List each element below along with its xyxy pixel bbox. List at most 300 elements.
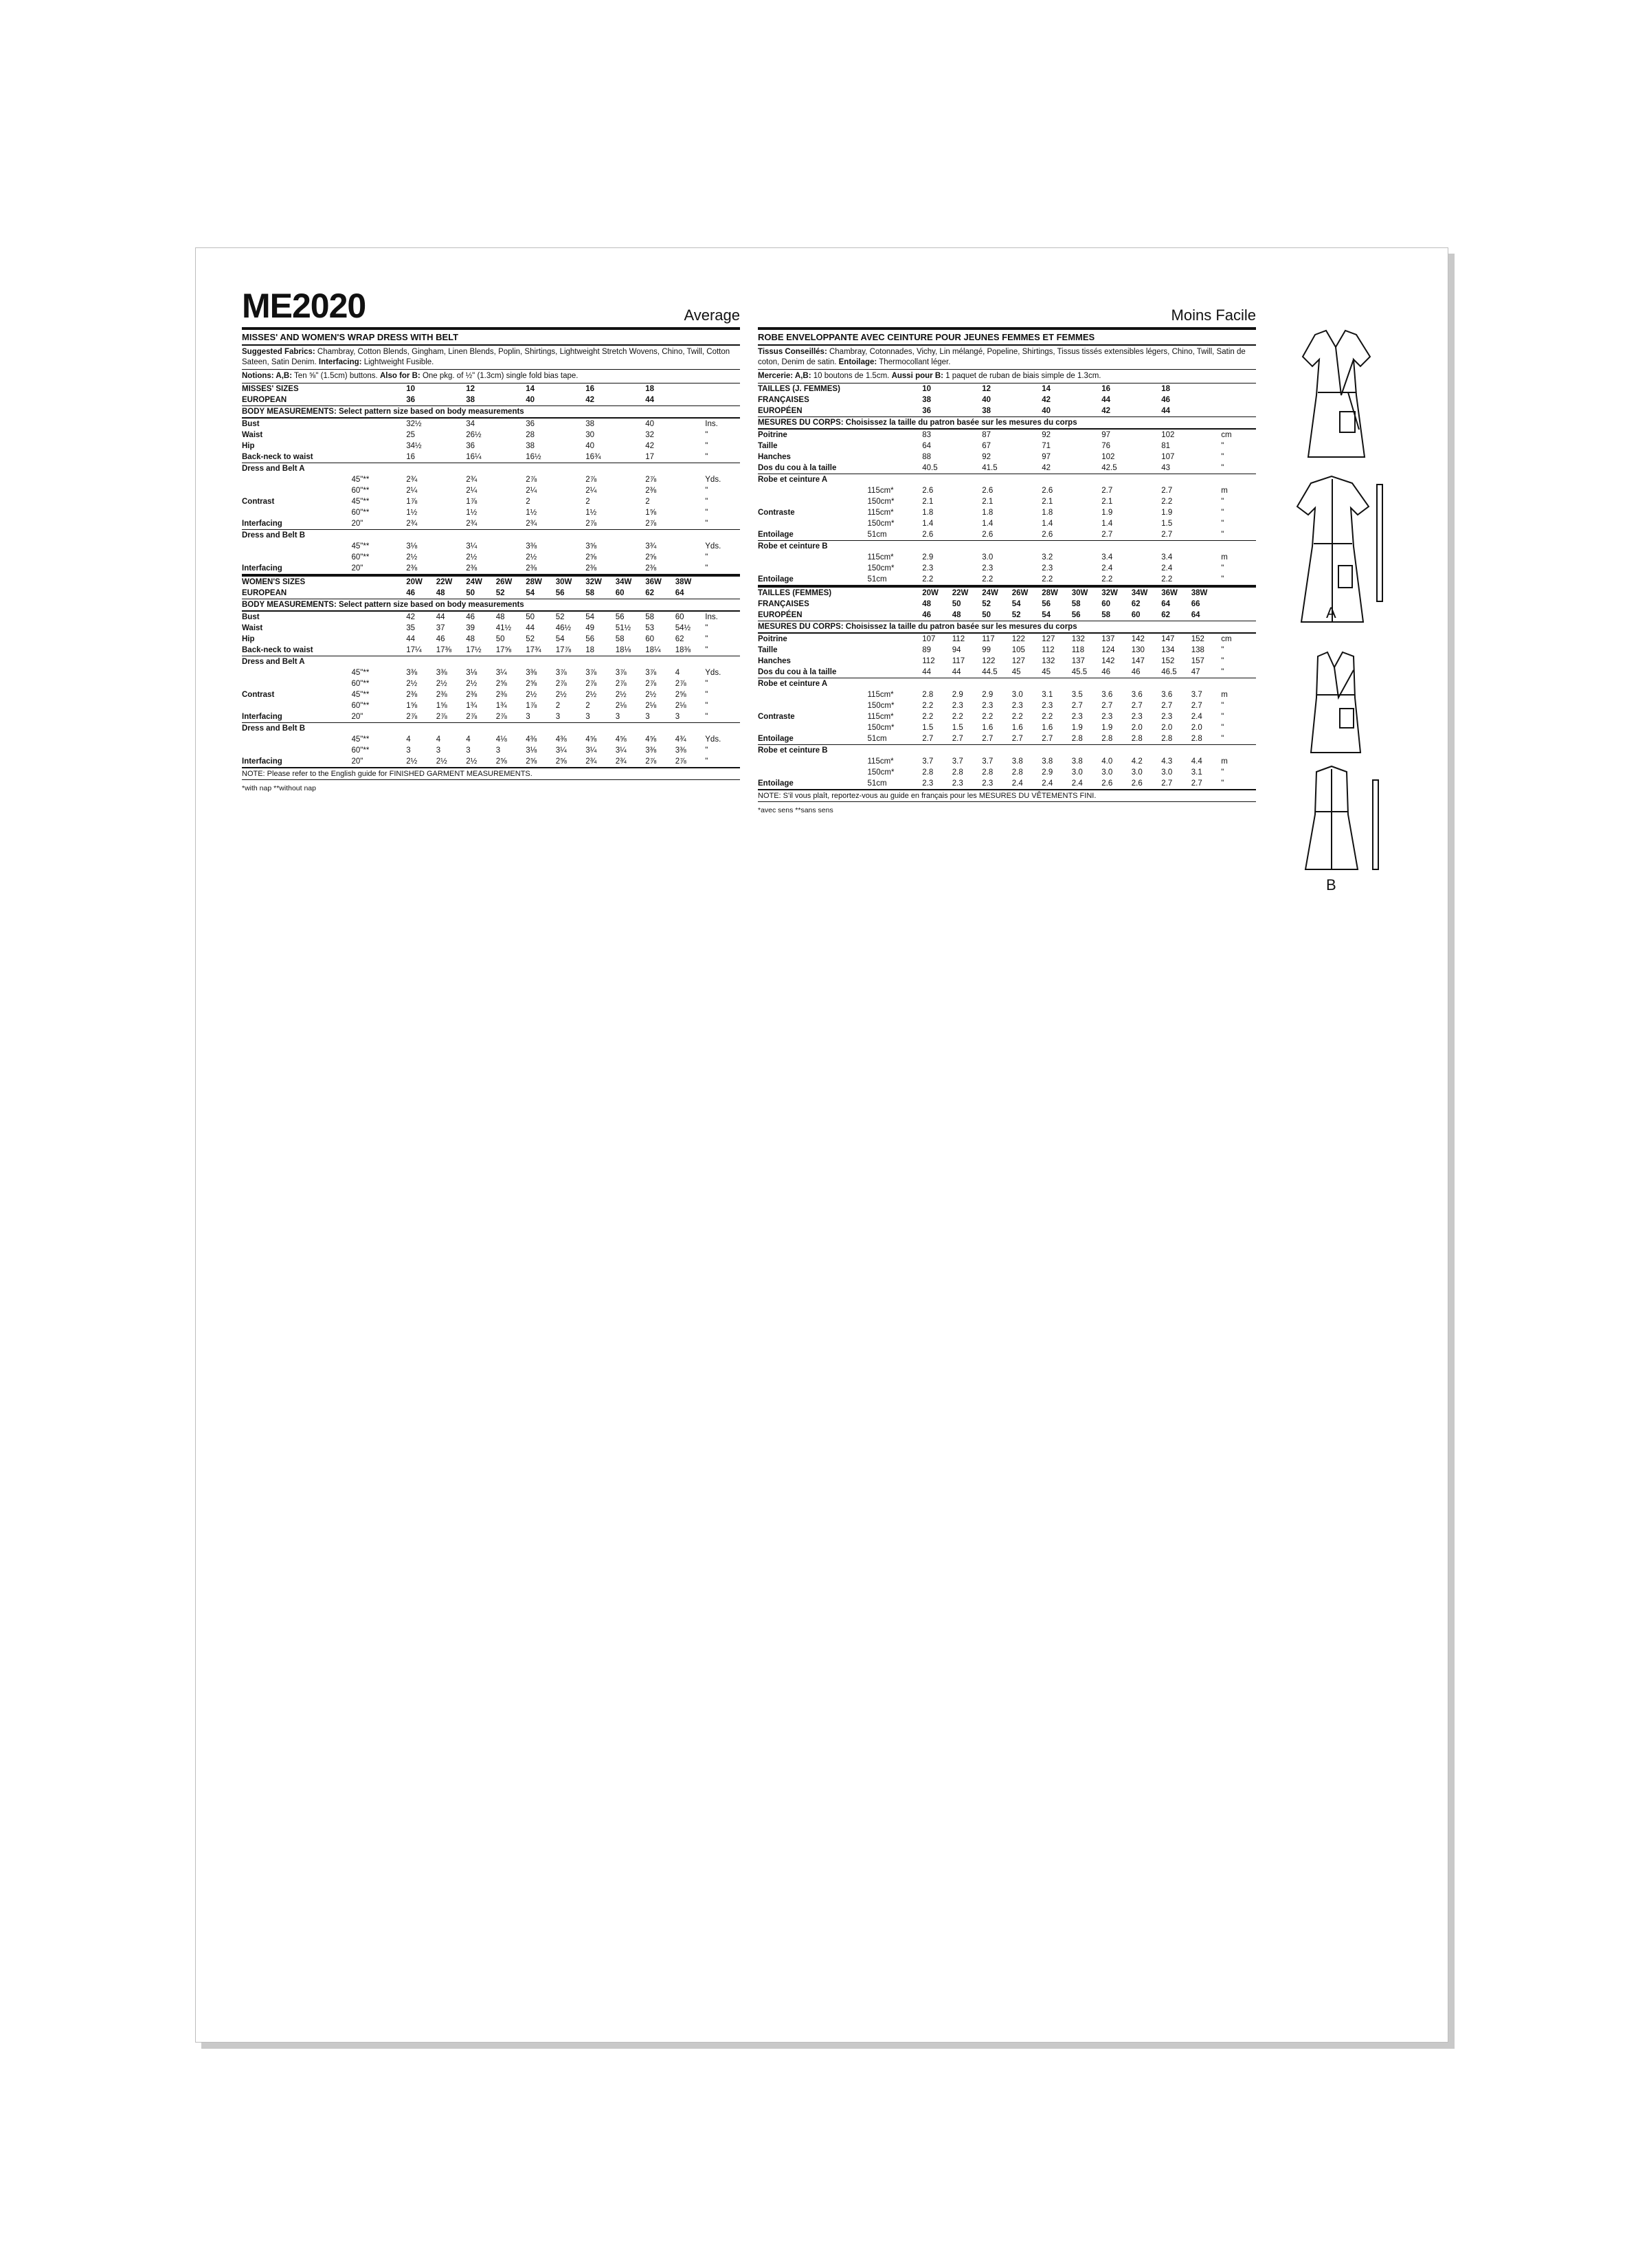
size-value: 10 [922, 385, 932, 393]
measurement-value: 3¾ [645, 542, 657, 551]
row-label [758, 767, 868, 778]
size-value: 54 [1011, 600, 1021, 608]
size-row [758, 610, 1256, 621]
measurement-value: 2⅝ [495, 757, 507, 766]
row-label: Contraste [758, 713, 795, 721]
size-value: 24W [466, 578, 482, 586]
row-label: Poitrine [758, 431, 787, 439]
spacer-cell [705, 383, 740, 394]
measurement-value: 2.2 [922, 713, 934, 721]
pattern-code: ME2020 [242, 287, 366, 325]
measurement-value: 45 [1011, 668, 1021, 676]
measurement-value: 2⅞ [615, 680, 627, 688]
measurement-value: 32½ [406, 420, 422, 428]
body-measurements-heading: MESURES DU CORPS: Choisissez la taille du patron basée sur les mesures du corps [758, 416, 1256, 430]
size-value: 16 [585, 385, 595, 393]
size-row [242, 588, 740, 599]
measurement-value: 4 [436, 735, 441, 744]
table-row [758, 667, 1256, 678]
measurement-value: 46 [466, 613, 475, 621]
measurement-value: 2⅛ [645, 702, 657, 710]
measurement-value: 2.6 [1101, 779, 1113, 788]
measurement-value: 2¾ [406, 520, 418, 528]
fabric-width: 150cm* [867, 498, 895, 506]
measurement-value: 2½ [436, 680, 447, 688]
measurement-value: 42 [645, 442, 655, 450]
interfacing-text-fr: Thermocollant léger. [879, 358, 951, 366]
unit: Yds. [705, 476, 721, 484]
measurement-value: 16¾ [585, 453, 601, 461]
measurement-value: 2.7 [1101, 487, 1113, 495]
measurement-value: 2¾ [466, 476, 478, 484]
spacer-cell [1221, 599, 1256, 610]
measurement-value: 3¼ [555, 746, 567, 755]
measurement-value: 2⅞ [495, 713, 507, 721]
spacer-cell [868, 394, 923, 405]
size-value: 60 [615, 589, 625, 597]
row-label: Bust [242, 613, 260, 621]
row-label [242, 734, 352, 745]
fabric-width: 60"** [351, 487, 370, 495]
unit: " [1221, 453, 1224, 461]
measurement-value: 2.0 [1161, 724, 1173, 732]
size-value: 38 [466, 396, 475, 404]
measurement-value: 3⅞ [555, 669, 567, 677]
measurement-value: 2.1 [1101, 498, 1113, 506]
measurement-value: 2.2 [952, 713, 963, 721]
section-heading-row [758, 541, 1256, 553]
measurement-value: 2.3 [922, 779, 934, 788]
measurement-value: 4.0 [1101, 757, 1113, 766]
fabric-width: 51cm [867, 779, 887, 788]
measurement-value: 16 [406, 453, 416, 461]
measurement-value: 1.6 [1011, 724, 1023, 732]
measurement-value: 3.1 [1042, 691, 1053, 699]
measurement-value: 112 [922, 657, 935, 665]
table-row [758, 700, 1256, 711]
unit: " [1221, 646, 1224, 654]
row-label: Hanches [758, 453, 791, 461]
measurement-value: 102 [1161, 431, 1175, 439]
measurement-value: 2.8 [1101, 735, 1113, 743]
size-value: 28W [526, 578, 542, 586]
fabric-width [352, 623, 407, 634]
measurement-value: 3 [406, 746, 411, 755]
measurement-value: 2⅞ [675, 680, 686, 688]
table-row [758, 529, 1256, 541]
measurement-value: 2⅞ [585, 680, 597, 688]
measurement-value: 26½ [466, 431, 482, 439]
measurement-value: 3¼ [466, 542, 478, 551]
measurement-value: 16½ [526, 453, 541, 461]
spacer-cell [1221, 610, 1256, 621]
unit: " [705, 431, 708, 439]
measurement-value: 18¼ [645, 646, 661, 654]
measurement-value: 18⅛ [615, 646, 631, 654]
size-value: 42 [1042, 396, 1051, 404]
unit: m [1221, 691, 1228, 699]
measurement-value: 2.6 [922, 487, 934, 495]
row-label [242, 745, 352, 756]
measurement-value: 3.6 [1161, 691, 1173, 699]
unit: " [705, 487, 708, 495]
measurement-value: 2.3 [982, 702, 994, 710]
english-size-tables [242, 383, 740, 767]
spacer-cell [705, 577, 740, 588]
size-value: 10 [406, 385, 416, 393]
measurement-value: 92 [982, 453, 991, 461]
row-label [242, 678, 352, 689]
note-fr: NOTE: S'il vous plaît, reportez-vous au guide en français pour les MESURES DU VÊTEMENTS FINI. [758, 789, 1256, 802]
table-row [242, 485, 740, 496]
size-value: 46 [406, 589, 416, 597]
measurement-value: 2⅜ [466, 691, 478, 699]
table-row [242, 474, 740, 485]
size-row-label: TAILLES (J. FEMMES) [758, 385, 840, 393]
size-row-label: TAILLES (FEMMES) [758, 589, 832, 597]
row-label: Taille [758, 646, 778, 654]
measurement-value: 132 [1071, 635, 1085, 643]
fabric-width: 20" [351, 520, 363, 528]
measurement-value: 32 [645, 431, 655, 439]
unit: " [705, 702, 708, 710]
unit: " [705, 713, 708, 721]
measurement-value: 138 [1191, 646, 1204, 654]
measurement-value: 2⅝ [645, 553, 657, 562]
measurement-value: 2¾ [585, 757, 597, 766]
measurement-value: 1⅝ [406, 702, 418, 710]
row-label: Contrast [242, 498, 275, 506]
measurement-value: 2⅝ [526, 680, 537, 688]
measurement-value: 1.6 [1042, 724, 1053, 732]
row-label: Contraste [758, 509, 795, 517]
body-measurements-heading: BODY MEASUREMENTS: Select pattern size based on body measurements [242, 405, 740, 419]
size-value: 26W [495, 578, 513, 586]
measurement-value: 2⅜ [585, 564, 597, 572]
measurement-value: 1.4 [922, 520, 934, 528]
fabric-width: 60"** [351, 746, 370, 755]
unit: " [1221, 520, 1224, 528]
fabric-width [868, 441, 923, 452]
measurement-value: 2.7 [1161, 487, 1173, 495]
interfacing-label-fr: Entoilage: [838, 358, 877, 366]
measurement-value: 2¾ [466, 520, 478, 528]
measurement-value: 16¼ [466, 453, 482, 461]
measurement-value: 76 [1101, 442, 1111, 450]
section-heading: Dress and Belt A [242, 656, 740, 668]
table-row [242, 645, 740, 656]
measurement-value: 2.7 [1161, 702, 1173, 710]
measurement-value: 2⅜ [495, 691, 507, 699]
measurement-value: 2.8 [1191, 735, 1202, 743]
size-value: 36W [1161, 589, 1178, 597]
measurement-value: 130 [1131, 646, 1145, 654]
measurement-value: 39 [466, 624, 475, 632]
misses-table [242, 383, 740, 405]
difficulty-level: Average [684, 307, 740, 324]
header-fr [758, 289, 1256, 330]
spacer-cell [1221, 394, 1256, 405]
measurement-value: 2½ [406, 553, 418, 562]
measurement-value: 3.0 [1101, 768, 1113, 777]
measurement-value: 2⅞ [406, 713, 418, 721]
measurement-value: 2⅞ [645, 757, 657, 766]
size-value: 62 [645, 589, 655, 597]
table-row [242, 518, 740, 530]
also-label: Also for B: [379, 372, 420, 380]
measurement-value: 2.1 [1042, 498, 1053, 506]
measurement-value: 46½ [555, 624, 572, 632]
notions-fr [758, 370, 1256, 383]
measurement-value: 56 [615, 613, 625, 621]
size-value: 20W [406, 578, 423, 586]
section-heading-row [758, 474, 1256, 486]
measurement-value: 2.2 [922, 702, 934, 710]
row-label [758, 689, 868, 700]
measurement-value: 2¾ [526, 520, 537, 528]
size-value: 38W [1191, 589, 1208, 597]
measurement-value: 60 [675, 613, 684, 621]
measurement-value: 3⅜ [406, 669, 418, 677]
size-value: 50 [982, 611, 991, 619]
measurement-value: 3.4 [1101, 553, 1113, 562]
measurement-value: 3.8 [1011, 757, 1023, 766]
womens-table-measurements [242, 612, 740, 767]
measurement-value: 2½ [406, 757, 418, 766]
view-b-label: B [1326, 876, 1336, 893]
measurement-value: 51½ [615, 624, 631, 632]
unit: cm [1221, 431, 1232, 439]
measurement-value: 3⅜ [526, 669, 537, 677]
measurement-value: 2¼ [466, 487, 478, 495]
measurement-value: 2⅜ [466, 564, 478, 572]
measurement-value: 1⅞ [406, 498, 418, 506]
table-row [758, 430, 1256, 441]
measurement-value: 122 [1011, 635, 1025, 643]
measurement-value: 2⅞ [555, 680, 567, 688]
measurement-value: 2⅞ [585, 476, 597, 484]
measurement-value: 2½ [526, 553, 537, 562]
row-label: Interfacing [242, 757, 282, 766]
spacer-cell [352, 577, 407, 588]
measurement-value: 2⅜ [645, 487, 657, 495]
measurement-value: 87 [982, 431, 991, 439]
measurement-value: 94 [952, 646, 961, 654]
unit: " [705, 635, 708, 643]
section-heading: Dress and Belt B [242, 530, 740, 542]
row-label [758, 496, 868, 507]
measurement-value: 3.7 [922, 757, 934, 766]
size-row-label: MISSES' SIZES [242, 385, 299, 393]
measurement-value: 3¼ [495, 669, 507, 677]
unit: " [1221, 442, 1224, 450]
unit: " [1221, 668, 1224, 676]
size-value: 58 [1071, 600, 1081, 608]
size-value: 48 [922, 600, 932, 608]
measurement-value: 2.4 [1101, 564, 1113, 572]
measurement-value: 2.3 [952, 779, 963, 788]
measurement-value: 132 [1042, 657, 1055, 665]
fabric-width: 51cm [867, 575, 887, 583]
measurement-value: 2⅛ [615, 702, 627, 710]
measurement-value: 3⅛ [526, 746, 537, 755]
misses-table-fr-measurements [758, 430, 1256, 585]
size-value: 22W [952, 589, 969, 597]
measurement-value: 117 [982, 635, 995, 643]
size-row [758, 588, 1256, 599]
fabric-width: 115cm* [867, 487, 894, 495]
measurement-value: 3.6 [1101, 691, 1113, 699]
spacer-cell [352, 588, 407, 599]
measurement-value: 2.7 [952, 735, 963, 743]
measurement-value: 137 [1071, 657, 1085, 665]
measurement-value: 2.4 [1011, 779, 1023, 788]
size-value: 34W [1131, 589, 1148, 597]
size-value: 62 [1161, 611, 1171, 619]
unit: " [705, 691, 708, 699]
fabric-width: 150cm* [867, 702, 895, 710]
measurement-value: 58 [615, 635, 625, 643]
unit: Yds. [705, 735, 721, 744]
measurement-value: 1⅞ [466, 498, 478, 506]
view-a-back-sketch [1297, 476, 1382, 622]
measurement-value: 54½ [675, 624, 691, 632]
measurement-value: 2.0 [1131, 724, 1143, 732]
measurement-value: 4 [466, 735, 471, 744]
measurement-value: 1¾ [495, 702, 507, 710]
fabric-width: 115cm* [867, 553, 894, 562]
interfacing-label: Interfacing: [318, 358, 362, 366]
table-row [242, 496, 740, 507]
measurement-value: 2.2 [1011, 713, 1023, 721]
unit: m [1221, 487, 1228, 495]
row-label: Dos du cou à la taille [758, 464, 837, 472]
row-label: Entoilage [758, 735, 794, 743]
measurement-value: 2⅜ [406, 691, 418, 699]
unit: " [1221, 702, 1224, 710]
measurement-value: 3⅞ [645, 669, 657, 677]
table-row [758, 463, 1256, 474]
size-value: 56 [555, 589, 565, 597]
fabric-width: 45"** [351, 669, 370, 677]
notions-label-fr: Mercerie: A,B: [758, 372, 811, 380]
measurement-value: 112 [1042, 646, 1055, 654]
table-row [242, 430, 740, 441]
measurement-value: 2⅞ [675, 757, 686, 766]
measurement-value: 137 [1101, 635, 1115, 643]
measurement-value: 25 [406, 431, 416, 439]
measurement-value: 3.2 [1042, 553, 1053, 562]
french-size-tables [758, 383, 1256, 789]
fabric-width [352, 419, 407, 430]
measurement-value: 60 [645, 635, 655, 643]
measurement-value: 46 [436, 635, 445, 643]
measurement-value: 44 [406, 635, 416, 643]
unit: " [1221, 575, 1224, 583]
size-value: 40 [1042, 407, 1051, 415]
size-value: 58 [1101, 611, 1111, 619]
size-value: 14 [526, 385, 535, 393]
size-value: 38 [922, 396, 932, 404]
size-value: 66 [1191, 600, 1200, 608]
measurement-value: 1.5 [952, 724, 963, 732]
measurement-value: 99 [982, 646, 991, 654]
measurement-value: 3.8 [1042, 757, 1053, 766]
measurement-value: 3 [526, 713, 530, 721]
fabric-width [352, 441, 407, 452]
size-row [242, 577, 740, 588]
size-value: 36 [922, 407, 932, 415]
measurement-value: 45.5 [1071, 668, 1088, 676]
notions-label: Notions: A,B: [242, 372, 293, 380]
measurement-value: 1¾ [466, 702, 478, 710]
measurement-value: 92 [1042, 431, 1051, 439]
measurement-value: 3 [495, 746, 501, 755]
size-value: 42 [585, 396, 595, 404]
measurement-value: 1.8 [1042, 509, 1053, 517]
measurement-value: 2.3 [982, 564, 994, 572]
size-row [758, 405, 1256, 416]
unit: " [705, 564, 708, 572]
table-row [758, 778, 1256, 789]
womens-table [242, 577, 740, 599]
table-row [758, 656, 1256, 667]
fabric-width [352, 452, 407, 463]
measurement-value: 3.0 [1011, 691, 1023, 699]
size-value: 40 [526, 396, 535, 404]
row-label: Waist [242, 624, 263, 632]
fabric-width [868, 634, 923, 645]
table-row [242, 711, 740, 723]
unit: m [1221, 553, 1228, 562]
measurement-value: 2.7 [1131, 702, 1143, 710]
measurement-value: 2.7 [1191, 779, 1202, 788]
measurement-value: 17⅝ [495, 646, 512, 654]
spacer-cell [868, 610, 923, 621]
fabric-width [868, 667, 923, 678]
size-value: 20W [922, 589, 939, 597]
measurement-value: 2.7 [922, 735, 934, 743]
also-label-fr: Aussi pour B: [891, 372, 943, 380]
size-value: 44 [1101, 396, 1111, 404]
measurement-value: 2½ [406, 680, 418, 688]
measurement-value: 2.7 [1011, 735, 1023, 743]
measurement-value: 2.6 [1042, 531, 1053, 539]
unit: " [1221, 713, 1224, 721]
spacer-cell [868, 588, 923, 599]
measurement-value: 2.4 [1071, 779, 1083, 788]
table-row [242, 441, 740, 452]
measurement-value: 42 [406, 613, 416, 621]
unit: Ins. [705, 420, 718, 428]
size-value: 64 [1191, 611, 1200, 619]
size-value: 58 [585, 589, 595, 597]
measurement-value: 3 [585, 713, 590, 721]
measurement-value: 43 [1161, 464, 1171, 472]
size-value: 32W [1101, 589, 1118, 597]
measurement-value: 3.4 [1161, 553, 1173, 562]
measurement-value: 52 [555, 613, 565, 621]
unit: " [1221, 779, 1224, 788]
measurement-value: 2.8 [952, 768, 963, 777]
measurement-value: 2.6 [1131, 779, 1143, 788]
measurement-value: 2.1 [982, 498, 994, 506]
measurement-value: 2.3 [922, 564, 934, 572]
table-row [758, 767, 1256, 778]
size-value: 24W [982, 589, 998, 597]
size-row [242, 394, 740, 405]
measurement-value: 4⅜ [555, 735, 567, 744]
